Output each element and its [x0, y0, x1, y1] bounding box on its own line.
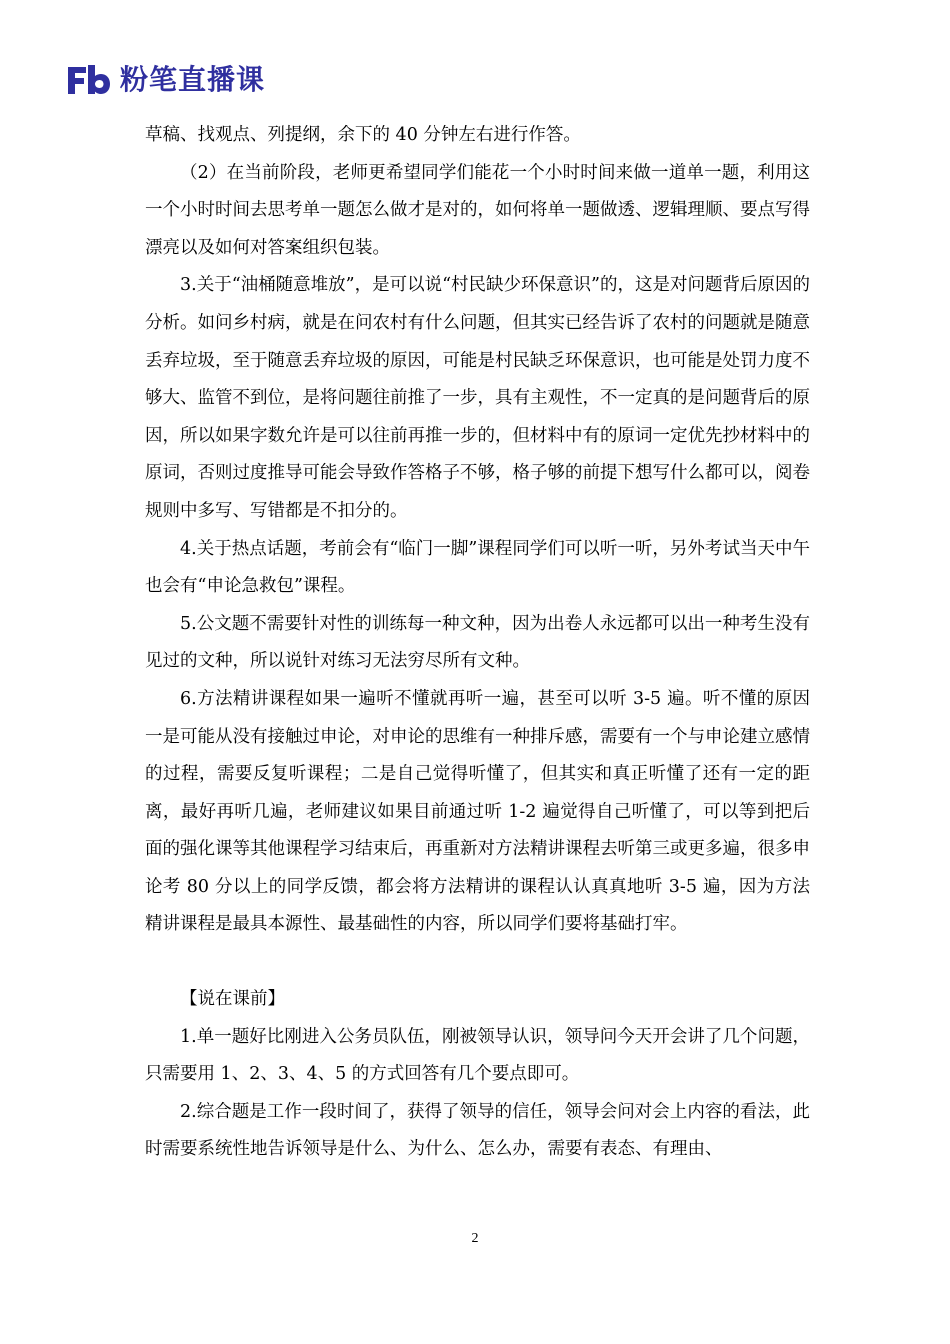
paragraph: 5.公文题不需要针对性的训练每一种文种，因为出卷人永远都可以出一种考生没有见过的文种，所以说针对练习无法穷尽所有文种。: [145, 613, 810, 672]
paragraph: 6.方法精讲课程如果一遍听不懂就再听一遍，甚至可以听 3-5 遍。听不懂的原因一是可能从没有接触过申论，对申论的思维有一种排斥感，需要有一个与申论建立感情的过程，需要反复听课程；二是自己觉得听懂了，但其实和真正听懂了还有一定的距离，最好再听几遍，老师建议如果目前通过听 1-2 遍觉得自己听懂了，可以等到把后面的强化课等其他课程学习结束后，再重新对方法精讲课程去听第三或更多遍，很多申论考 80 分以上的同学反馈，都会将方法精讲的课程认认真真地听 3-5 遍，因为方法精讲课程是最具本源性、最基础性的内容，所以同学们要将基础打牢。: [145, 688, 810, 935]
paragraph: 1.单一题好比刚进入公务员队伍，刚被领导认识，领导问今天开会讲了几个问题，只需要用 1、2、3、4、5 的方式回答有几个要点即可。: [145, 1026, 810, 1085]
paragraph: 3.关于“油桶随意堆放”，是可以说“村民缺少环保意识”的，这是对问题背后原因的分析。如问乡村病，就是在问农村有什么问题，但其实已经告诉了农村的问题就是随意丢弃垃圾，至于随意丢弃垃圾的原因，可能是村民缺乏环保意识，也可能是处罚力度不够大、监管不到位，是将问题往前推了一步，具有主观性，不一定真的是问题背后的原因，所以如果字数允许是可以往前再推一步的，但材料中有的原词一定优先抄材料中的原词，否则过度推导可能会导致作答格子不够，格子够的前提下想写什么都可以，阅卷规则中多写、写错都是不扣分的。: [145, 275, 810, 521]
brand-name: 粉笔直播课: [120, 63, 266, 96]
fb-logo-icon: [66, 63, 112, 97]
paragraph: 4.关于热点话题，考前会有“临门一脚”课程同学们可以听一听，另外考试当天中午也会有“申论急救包”课程。: [145, 538, 810, 597]
section-spacer: [145, 944, 810, 981]
paragraph: （2）在当前阶段，老师更希望同学们能花一个小时时间来做一道单一题，利用这一个小时时间去思考单一题怎么做才是对的，如何将单一题做透、逻辑理顺、要点写得漂亮以及如何对答案组织包装。: [145, 162, 810, 258]
document-body: [145, 117, 810, 1169]
page-number: 2: [471, 1231, 479, 1246]
paragraph: 2.综合题是工作一段时间了，获得了领导的信任，领导会问对会上内容的看法，此时需要系统性地告诉领导是什么、为什么、怎么办，需要有表态、有理由、: [145, 1101, 810, 1160]
brand-logo: [66, 62, 265, 98]
paragraph: 草稿、找观点、列提纲，余下的 40 分钟左右进行作答。: [145, 125, 581, 145]
section-heading: 【说在课前】: [180, 989, 285, 1010]
